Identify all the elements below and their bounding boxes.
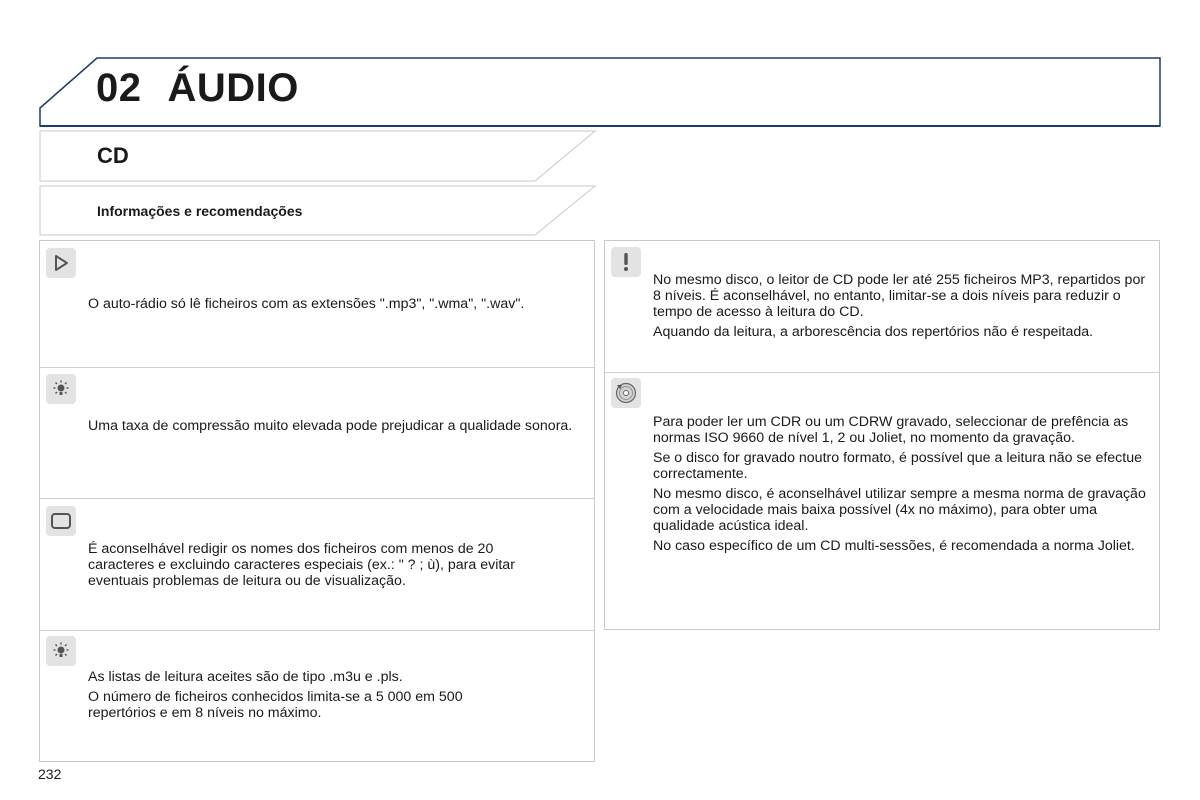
chapter-name: ÁUDIO	[167, 66, 299, 110]
section-title: CD	[97, 143, 129, 168]
note-paragraph: Para poder ler um CDR ou um CDRW gravado, seleccionar de prefência as normas ISO 9660 de nível 1, 2 ou Joliet, no momento da gravação.	[653, 414, 1129, 446]
right-notes-panel	[604, 240, 1160, 630]
subsection-title: Informações e recomendações	[97, 203, 303, 219]
note-paragraph: No mesmo disco, o leitor de CD pode ler até 255 ficheiros MP3, repartidos por 8 níveis. É aconselhável, no entanto, limitar-se a dois níveis para reduzir o tempo de acesso à leitura do CD.	[653, 272, 1146, 320]
lightbulb-icon	[46, 636, 76, 666]
left-notes-panel	[39, 240, 595, 762]
warning-exclamation-icon	[611, 247, 641, 277]
note-paragraph: No mesmo disco, é aconselhável utilizar sempre a mesma norma de gravação com a velocidade mais baixa possível (4x no máximo), para obter uma qualidade acústica ideal.	[653, 486, 1146, 534]
play-triangle-icon	[46, 248, 76, 278]
note-paragraph: Aquando da leitura, a arborescência dos repertórios não é respeitada.	[653, 324, 1094, 340]
screen-icon	[46, 506, 76, 536]
note-paragraph: O auto-rádio só lê ficheiros com as extensões ".mp3", ".wma", ".wav".	[88, 296, 525, 312]
section-ribbon	[0, 130, 600, 184]
note-paragraph: Uma taxa de compressão muito elevada pode prejudicar a qualidade sonora.	[88, 418, 573, 434]
row-divider	[40, 367, 594, 368]
note-paragraph: É aconselhável redigir os nomes dos ficheiros com menos de 20 caracteres e excluindo caracteres especiais (ex.: " ? ; ù), para evitar eventuais problemas de leitura ou de visualização.	[88, 541, 515, 589]
row-divider	[605, 372, 1159, 373]
row-divider	[40, 630, 594, 631]
note-paragraph: O número de ficheiros conhecidos limita-se a 5 000 em 500 repertórios e em 8 níveis no máximo.	[88, 689, 463, 721]
lightbulb-icon	[46, 374, 76, 404]
chapter-title	[96, 66, 299, 111]
disc-icon	[611, 378, 641, 408]
note-paragraph: As listas de leitura aceites são de tipo .m3u e .pls.	[88, 669, 403, 685]
note-paragraph: No caso específico de um CD multi-sessões, é recomendada a norma Joliet.	[653, 538, 1135, 554]
note-text	[88, 418, 588, 438]
note-text	[88, 669, 498, 725]
page-number: 232	[38, 766, 62, 782]
chapter-number: 02	[96, 66, 142, 110]
note-text	[653, 272, 1155, 344]
row-divider	[40, 498, 594, 499]
note-text	[653, 414, 1155, 558]
note-text	[88, 296, 588, 316]
note-paragraph: Se o disco for gravado noutro formato, é possível que a leitura não se efectue correctamente.	[653, 450, 1142, 482]
note-text	[88, 541, 558, 593]
